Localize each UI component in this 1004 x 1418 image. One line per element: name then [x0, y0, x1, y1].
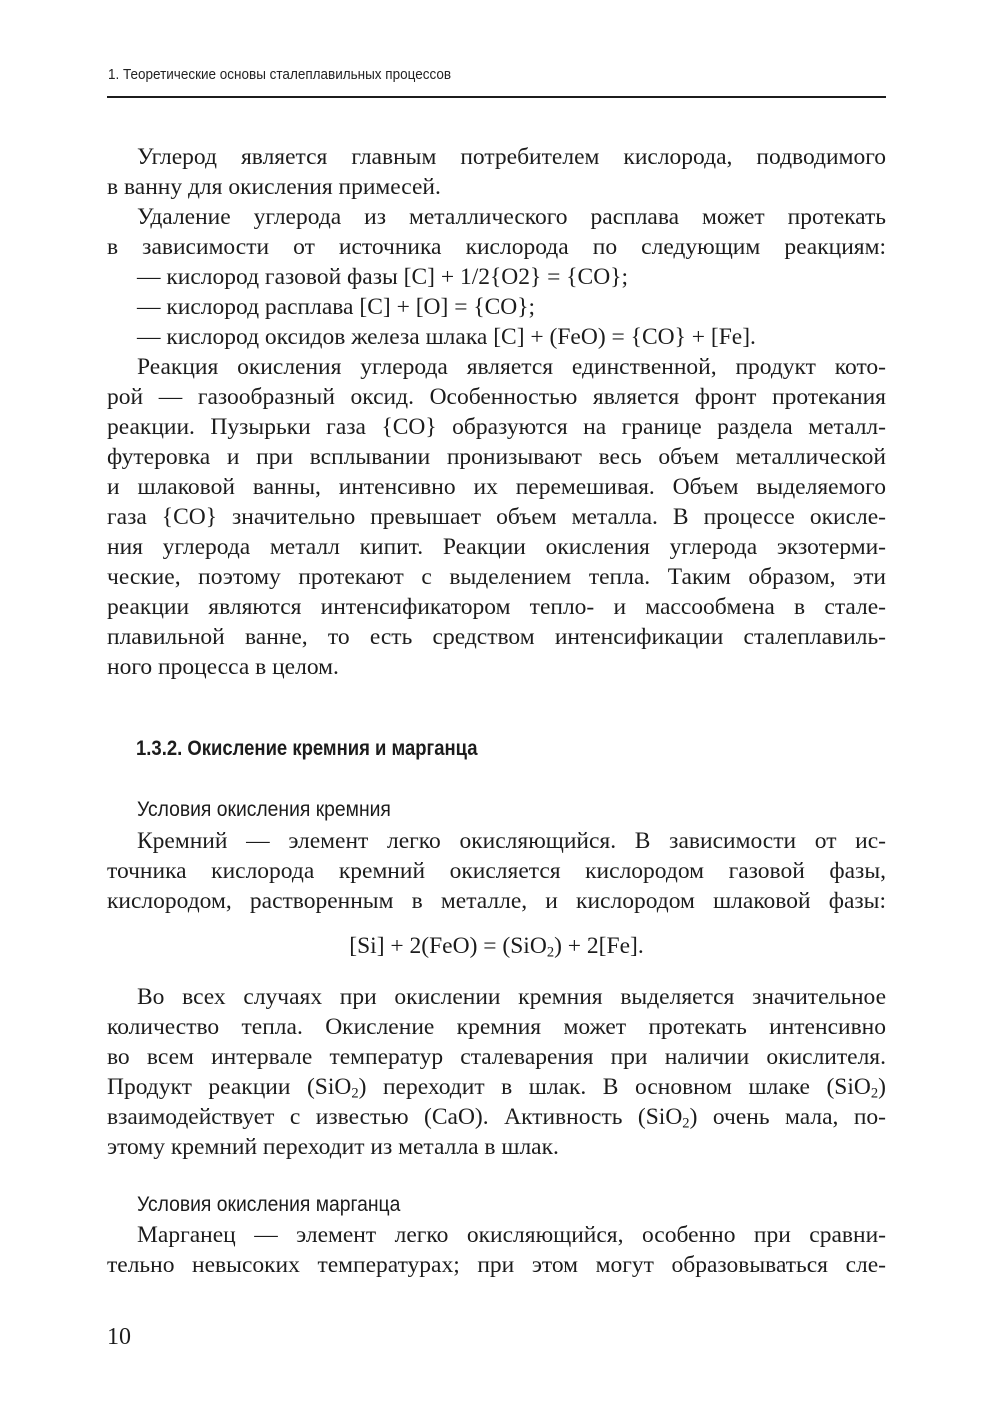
text-line: точника кислорода кремний окисляется кислородом газовой фазы,	[107, 858, 886, 884]
equation-part: [Si] + 2(FeO) = (SiO	[349, 933, 547, 959]
paragraph-carbon	[107, 142, 886, 682]
text-line: рой — газообразный оксид. Особенностью является фронт протекания	[107, 384, 886, 410]
reaction-item: — кислород газовой фазы [C] + 1/2{O2} = {CO};	[137, 264, 629, 290]
text-line: в ванну для окисления примесей.	[107, 174, 441, 200]
subscript: 2	[682, 1115, 690, 1132]
text-line: в зависимости от источника кислорода по следующим реакциям:	[107, 234, 886, 260]
text-line: ного процесса в целом.	[107, 654, 339, 680]
text-line: ния углерода металл кипит. Реакции окисления углерода экзотерми-	[107, 534, 886, 560]
page-number: 10	[107, 1324, 131, 1350]
text-line: количество тепла. Окисление кремния может протекать интенсивно	[107, 1014, 886, 1040]
paragraph-silicon-body	[107, 982, 886, 1162]
running-head: 1. Теоретические основы сталеплавильных процессов	[108, 66, 452, 83]
reaction-item: — кислород оксидов железа шлака [C] + (FeO) = {CO} + [Fe].	[137, 324, 756, 350]
text-line: взаимодействует с известью (CaO). Активность (SiO$_2$) очень мала, по-	[107, 1104, 886, 1132]
text-line: этому кремний переходит из металла в шлак.	[107, 1134, 559, 1160]
subscript: 2	[546, 944, 555, 961]
text-line: кислородом, растворенным в металле, и кислородом шлаковой фазы:	[107, 888, 886, 914]
text-line: футеровка и при всплывании пронизывают весь объем металлической	[107, 444, 886, 470]
text-line: Марганец — элемент легко окисляющийся, особенно при сравни-	[137, 1222, 886, 1248]
subscript: 2	[351, 1085, 359, 1102]
text-line: Углерод является главным потребителем кислорода, подводимого	[137, 144, 886, 170]
paragraph-silicon-intro	[107, 826, 886, 916]
text-line: во всем интервале температур сталеварения при наличии окислителя.	[107, 1044, 886, 1070]
reaction-item: — кислород расплава [C] + [O] = {CO};	[137, 294, 536, 320]
subheading-silicon: Условия окисления кремния	[137, 798, 391, 821]
paragraph-manganese	[107, 1220, 886, 1280]
subscript: 2	[870, 1085, 879, 1102]
text-line: Продукт реакции (SiO$_2$) переходит в шлак. В основном шлаке (SiO$_2$)	[107, 1074, 886, 1102]
text-line: плавильной ванне, то есть средством интенсификации сталеплавиль-	[107, 624, 886, 650]
text-line: Кремний — элемент легко окисляющийся. В зависимости от ис-	[137, 828, 886, 854]
text-line: Удаление углерода из металлического расплава может протекать	[137, 204, 886, 230]
header-rule	[107, 96, 886, 98]
text-line: Во всех случаях при окислении кремния выделяется значительное	[137, 984, 886, 1010]
equation-part: ) + 2[Fe].	[554, 933, 644, 959]
text-line: газа {CO} значительно превышает объем металла. В процессе окисле-	[107, 504, 886, 530]
section-title: 1.3.2. Окисление кремния и марганца	[136, 737, 478, 760]
text-line: реакции. Пузырьки газа {CO} образуются на границе раздела металл-	[107, 414, 886, 440]
text-line: тельно невысоких температурах; при этом могут образовываться сле-	[107, 1252, 886, 1278]
subheading-manganese: Условия окисления марганца	[137, 1193, 401, 1216]
text-line: реакции являются интенсификатором тепло- и массообмена в стале-	[107, 594, 886, 620]
text-line: и шлаковой ванны, интенсивно их перемешивая. Объем выделяемого	[107, 474, 886, 500]
text-line: ческие, поэтому протекают с выделением тепла. Таким образом, эти	[107, 564, 886, 590]
text-line: Реакция окисления углерода является единственной, продукт кото-	[137, 354, 886, 380]
equation-silicon	[107, 931, 886, 961]
